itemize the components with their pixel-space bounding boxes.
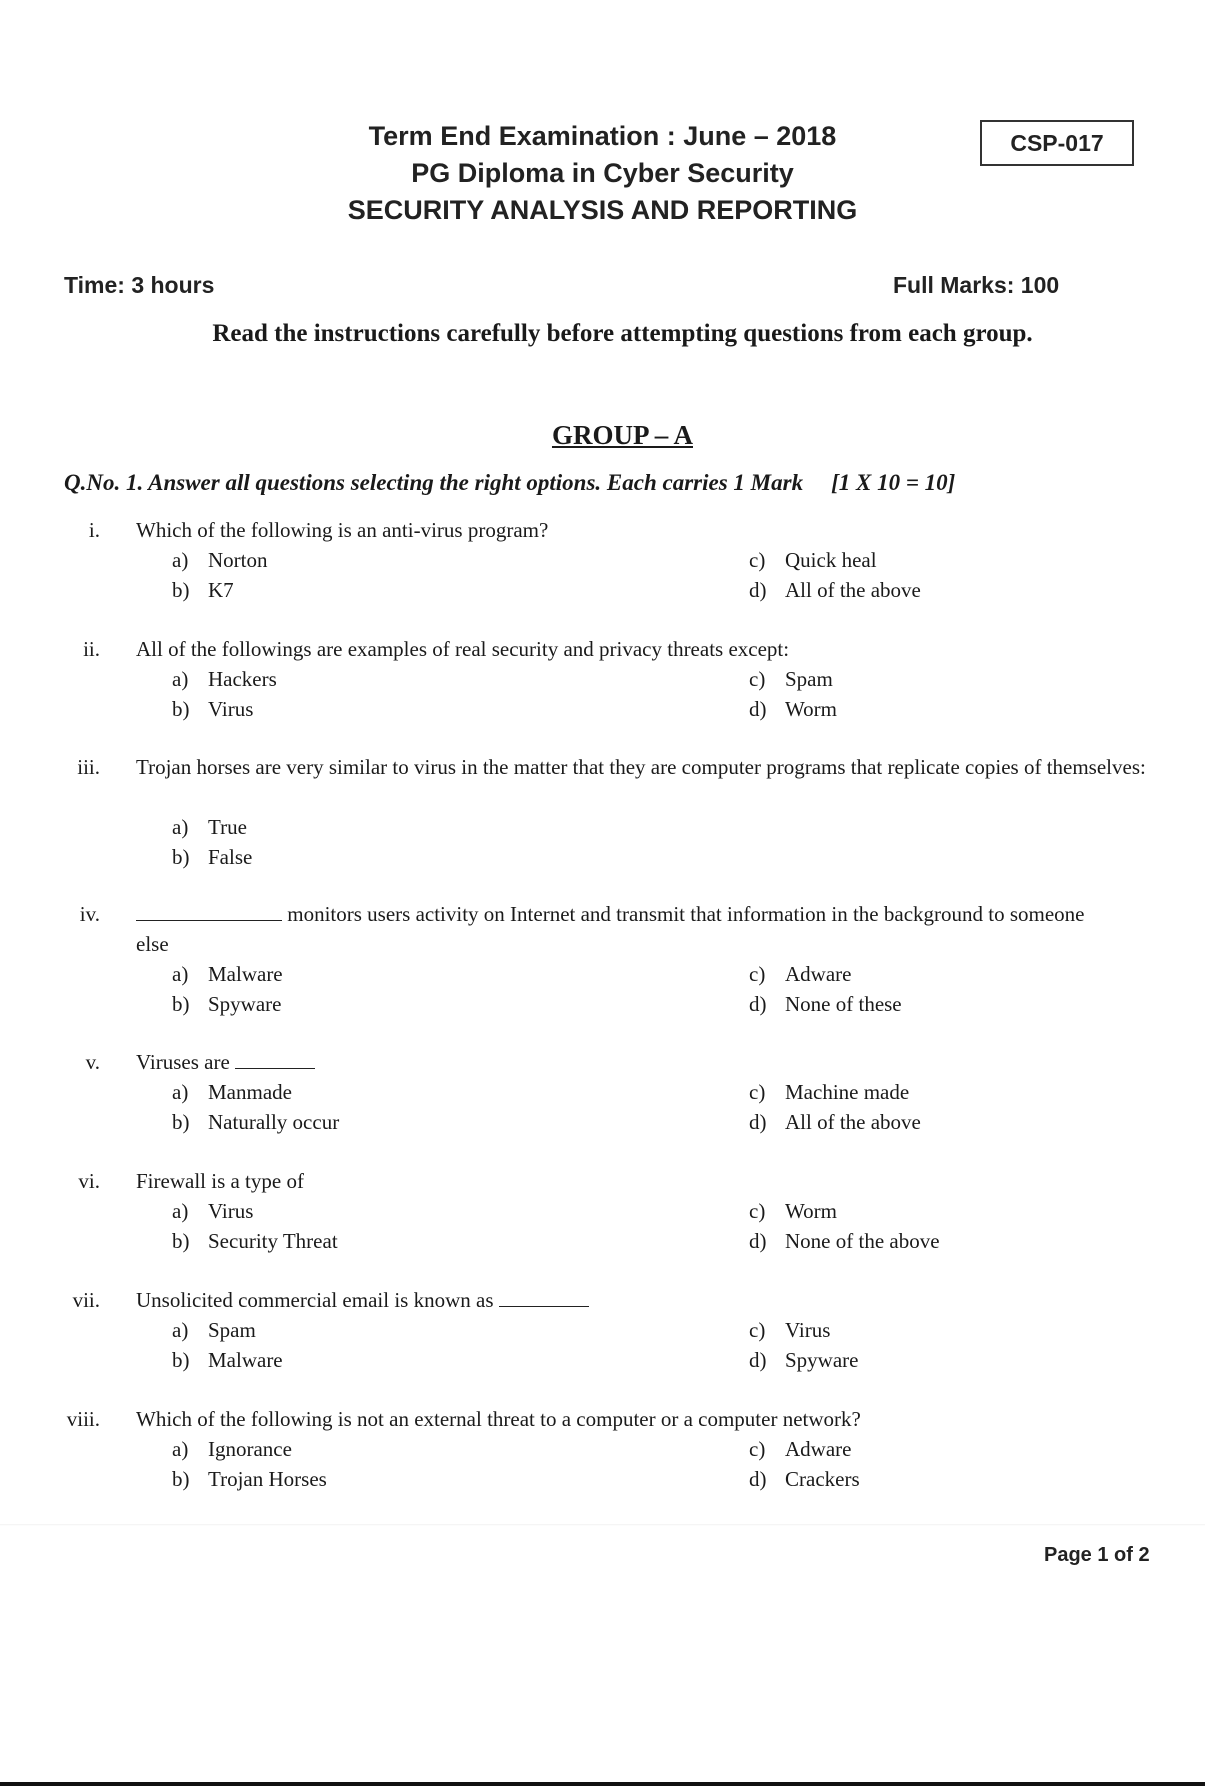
- option-a: a) Norton: [172, 548, 268, 572]
- question-text: All of the followings are examples of real security and privacy threats except:: [136, 637, 790, 661]
- option-d: d) None of the above: [749, 1229, 940, 1253]
- question-marks: [1 X 10 = 10]: [831, 470, 956, 495]
- option-d: d) Crackers: [749, 1467, 860, 1491]
- option-a: a) True: [172, 815, 247, 839]
- option-d: d) Worm: [749, 697, 837, 721]
- question-number: iv.: [79, 902, 100, 926]
- option-c: c) Spam: [749, 667, 833, 691]
- time-label: Time: 3 hours: [64, 272, 215, 298]
- option-b: b) Virus: [172, 697, 254, 721]
- exam-title: Term End Examination : June – 2018: [368, 121, 837, 151]
- option-a: a) Hackers: [172, 667, 277, 691]
- option-a: a) Manmade: [172, 1080, 292, 1104]
- option-c: c) Quick heal: [749, 548, 877, 572]
- option-d: d) None of these: [749, 992, 902, 1016]
- option-b: b) Naturally occur: [172, 1110, 340, 1134]
- question-number: viii.: [66, 1407, 100, 1431]
- option-c: c) Adware: [749, 962, 852, 986]
- question-text: Unsolicited commercial email is known as: [136, 1285, 1146, 1315]
- option-d: d) All of the above: [749, 1110, 921, 1134]
- option-b: b) Trojan Horses: [172, 1467, 327, 1491]
- group-heading: GROUP – A: [551, 420, 693, 450]
- course-title: SECURITY ANALYSIS AND REPORTING: [347, 195, 858, 225]
- option-c: c) Worm: [749, 1199, 837, 1223]
- option-d: d) All of the above: [749, 578, 921, 602]
- question-number: v.: [85, 1050, 100, 1074]
- question-text: Viruses are: [136, 1047, 1146, 1077]
- answer-blank: [499, 1286, 589, 1307]
- question-heading-text: Q.No. 1. Answer all questions selecting the right options. Each carries 1 Mark: [64, 470, 804, 495]
- question-heading: [64, 470, 955, 496]
- bottom-edge: [0, 1782, 1205, 1786]
- question-text: Which of the following is an anti-virus program?: [136, 518, 549, 542]
- option-a: a) Malware: [172, 962, 283, 986]
- question-text-continued: else: [136, 932, 169, 956]
- option-b: b) Security Threat: [172, 1229, 338, 1253]
- page-number: Page 1 of 2: [1044, 1544, 1150, 1566]
- full-marks-label: Full Marks: 100: [893, 272, 1060, 298]
- answer-blank: [235, 1048, 315, 1069]
- question-text: Firewall is a type of: [136, 1169, 304, 1193]
- option-b: b) Malware: [172, 1348, 283, 1372]
- question-text: Trojan horses are very similar to virus in the matter that they are computer programs that replicate copies of themselves:: [136, 755, 1146, 779]
- option-b: b) False: [172, 845, 253, 869]
- page-divider: [0, 1524, 1205, 1526]
- answer-blank: [136, 900, 282, 921]
- option-a: a) Spam: [172, 1318, 256, 1342]
- program-title: PG Diploma in Cyber Security: [411, 158, 794, 188]
- option-c: c) Virus: [749, 1318, 831, 1342]
- option-c: c) Adware: [749, 1437, 852, 1461]
- question-text: monitors users activity on Internet and transmit that information in the background to someone: [136, 899, 1146, 929]
- question-number: iii.: [77, 755, 100, 779]
- option-c: c) Machine made: [749, 1080, 910, 1104]
- option-a: a) Ignorance: [172, 1437, 292, 1461]
- question-number: i.: [88, 518, 100, 542]
- option-b: b) K7: [172, 578, 234, 602]
- option-d: d) Spyware: [749, 1348, 859, 1372]
- question-number: vii.: [72, 1288, 100, 1312]
- instructions: Read the instructions carefully before attempting questions from each group.: [212, 320, 1033, 347]
- option-a: a) Virus: [172, 1199, 254, 1223]
- course-code-box: CSP-017: [980, 120, 1134, 166]
- question-text: Which of the following is not an external threat to a computer or a computer network?: [136, 1407, 861, 1431]
- option-b: b) Spyware: [172, 992, 282, 1016]
- question-number: ii.: [83, 637, 100, 661]
- question-number: vi.: [78, 1169, 100, 1193]
